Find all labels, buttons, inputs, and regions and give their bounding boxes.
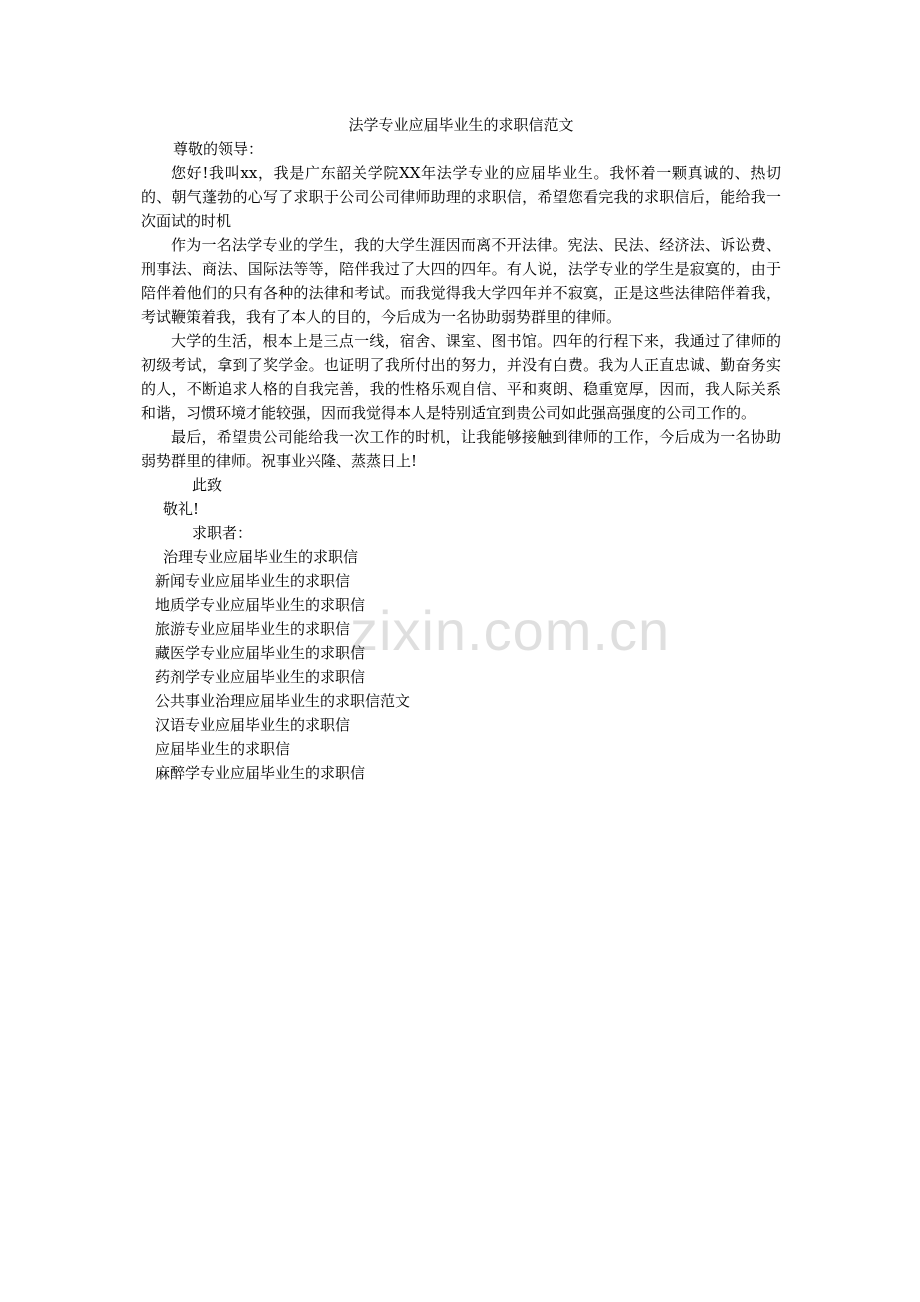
related-link[interactable]: 汉语专业应届毕业生的求职信 — [155, 716, 351, 734]
paragraph-life: 大学的生活，根本上是三点一线，宿舍、课室、图书馆。四年的行程下来，我通过了律师的初级考试，拿到了奖学金。也证明了我所付出的努力，并没有白费。我为人正直忠诚、勤奋务实的人，不断追求人格的自我完善，我的性格乐观自信、平和爽朗、稳重宽厚，因而，我人际关系和谐，习惯环境才能较强，因而我觉得本人是特别适宜到贵公司如此强高强度的公司工作的。 — [141, 332, 781, 422]
document-title: 法学专业应届毕业生的求职信范文 — [348, 116, 574, 134]
related-links-list — [141, 545, 781, 785]
related-link[interactable]: 麻醉学专业应届毕业生的求职信 — [155, 764, 366, 782]
closing-applicant: 求职者： — [192, 524, 253, 542]
closing-cizhi: 此致 — [192, 476, 223, 494]
paragraph-intro: 您好!我叫xx，我是广东韶关学院XX年法学专业的应届毕业生。我怀着一颗真诚的、热切的、朝气蓬勃的心写了求职于公司公司律师助理的求职信，希望您看完我的求职信后，能给我一次面试的时机 — [141, 164, 781, 230]
related-link[interactable]: 地质学专业应届毕业生的求职信 — [155, 596, 366, 614]
paragraph-final: 最后，希望贵公司能给我一次工作的时机，让我能够接触到律师的工作，今后成为一名协助弱势群里的律师。祝事业兴隆、蒸蒸日上! — [141, 428, 781, 470]
related-link[interactable]: 公共事业治理应届毕业生的求职信范文 — [155, 692, 411, 710]
salutation: 尊敬的领导： — [173, 140, 264, 158]
related-link[interactable]: 旅游专业应届毕业生的求职信 — [155, 620, 351, 638]
document-page — [141, 113, 781, 785]
related-link[interactable]: 治理专业应届毕业生的求职信 — [163, 548, 359, 566]
related-link[interactable]: 应届毕业生的求职信 — [155, 740, 291, 758]
related-link[interactable]: 藏医学专业应届毕业生的求职信 — [155, 644, 366, 662]
paragraph-study: 作为一名法学专业的学生，我的大学生涯因而离不开法律。宪法、民法、经济法、诉讼费、刑事法、商法、国际法等等，陪伴我过了大四的四年。有人说，法学专业的学生是寂寞的，由于陪伴着他们的只有各种的法律和考试。而我觉得我大学四年并不寂寞，正是这些法律陪伴着我，考试鞭策着我，我有了本人的目的，今后成为一名协助弱势群里的律师。 — [141, 236, 781, 326]
related-link[interactable]: 药剂学专业应届毕业生的求职信 — [155, 668, 366, 686]
closing-jingli: 敬礼! — [163, 500, 200, 518]
related-link[interactable]: 新闻专业应届毕业生的求职信 — [155, 572, 351, 590]
watermark-text: zixin.com.cn — [350, 599, 671, 662]
